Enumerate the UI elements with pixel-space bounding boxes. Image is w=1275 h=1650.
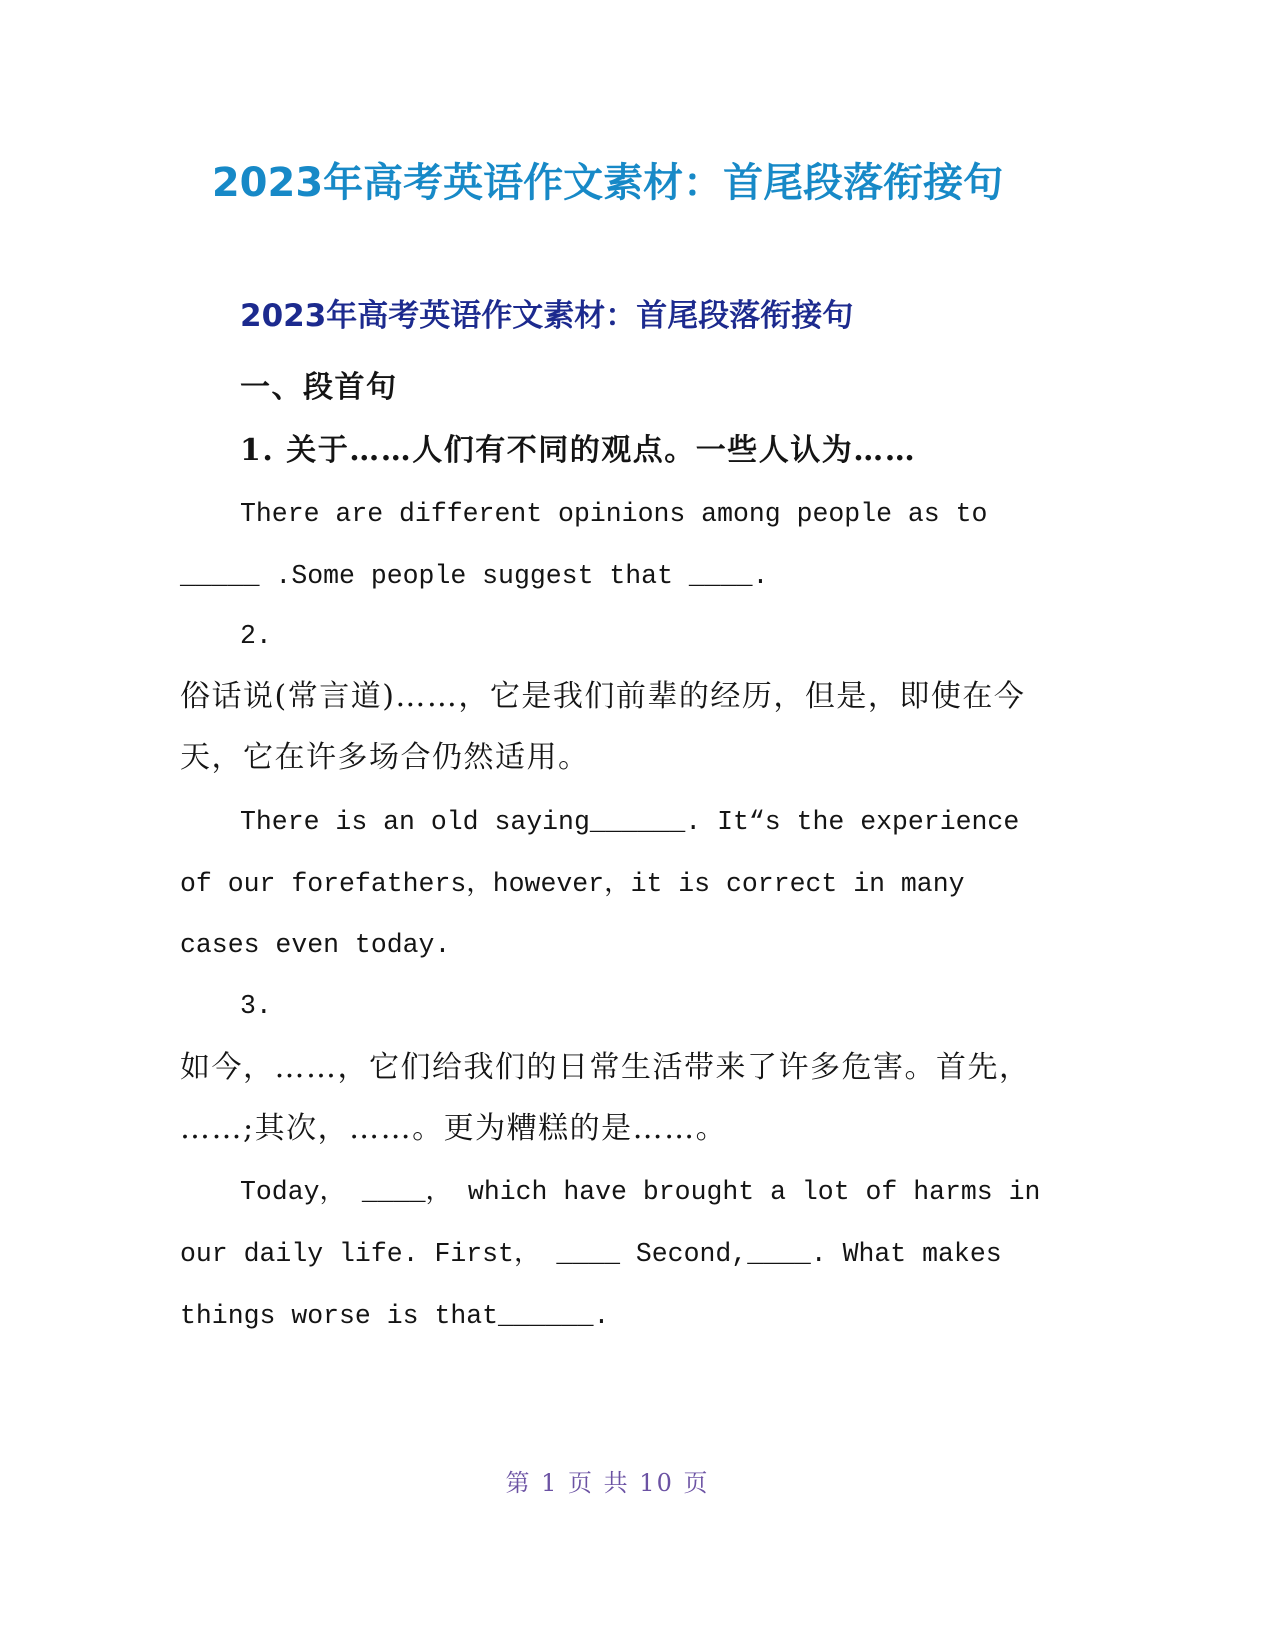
item-2-english-line: of our forefathers，however，it is correct in many (180, 869, 965, 899)
item-1-chinese-line: 1. 关于……人们有不同的观点。一些人认为…… (240, 433, 917, 468)
item-2-chinese-line: 俗话说(常言道)……，它是我们前辈的经历，但是，即使在今 (180, 679, 1026, 714)
item-2-english-line: cases even today. (180, 930, 451, 960)
item-2-chinese-line: 天，它在许多场合仍然适用。 (180, 740, 590, 775)
item-3-english-line: Today， ____， which have brought a lot of harms in (240, 1177, 1041, 1207)
item-2-number: 2. (240, 621, 272, 651)
item-1-english-line: _____ .Some people suggest that ____. (180, 561, 769, 591)
section-title: 一、段首句 (240, 370, 398, 405)
article-heading: 2023年高考英语作文素材：首尾段落衔接句 (240, 298, 854, 334)
item-3-number: 3. (240, 991, 272, 1021)
item-3-english-line: things worse is that______. (180, 1301, 610, 1331)
document-title: 2023年高考英语作文素材：首尾段落衔接句 (211, 160, 1004, 206)
item-3-chinese-line: 如今，……，它们给我们的日常生活带来了许多危害。首先， (180, 1050, 1031, 1085)
item-3-english-line: our daily life. First， ____ Second,____. What makes (180, 1239, 1002, 1269)
item-1-english-line: There are different opinions among people as to (240, 499, 988, 529)
item-3-chinese-line: ……;其次，……。更为糟糕的是……。 (180, 1111, 728, 1146)
item-2-english-line: There is an old saying______. It“s the experience (240, 807, 1020, 837)
page-footer: 第 1 页 共 10 页 (505, 1469, 710, 1497)
